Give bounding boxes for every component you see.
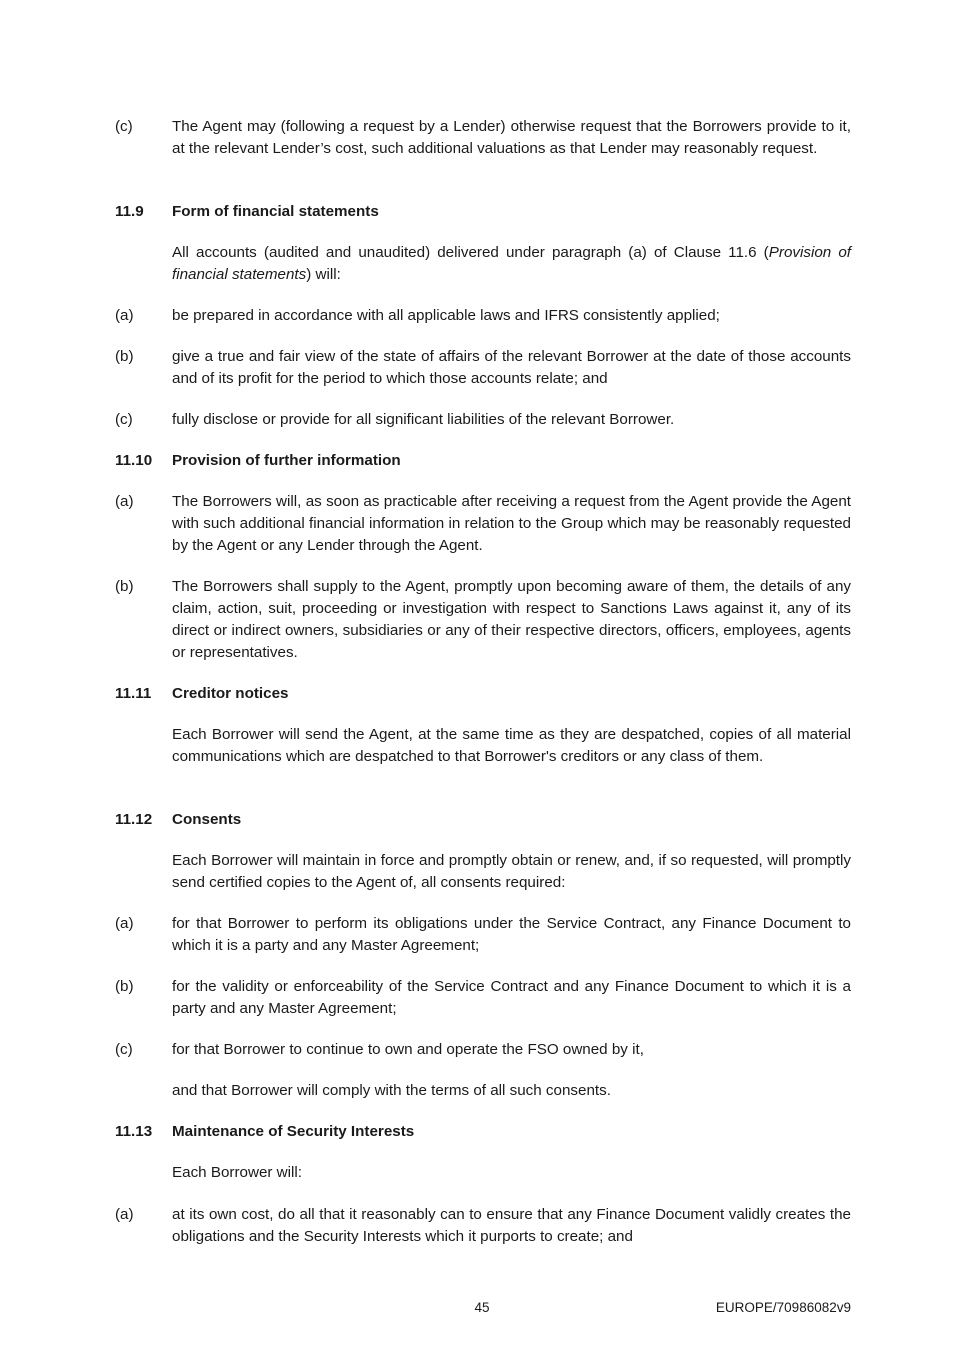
paragraph-label: (a): [115, 915, 134, 932]
paragraph-text: Each Borrower will:: [172, 1164, 302, 1181]
clause-11-12-intro: [115, 850, 851, 894]
paragraph-text: give a true and fair view of the state of affairs of the relevant Borrower at the date of those accounts and of its profit for the period to which those accounts relate; and: [172, 348, 851, 387]
paragraph-text: for the validity or enforceability of the Service Contract and any Finance Document to which it is a party and any Master Agreement;: [172, 978, 851, 1017]
clause-11-11-body: [115, 724, 851, 768]
clause-title: Maintenance of Security Interests: [172, 1123, 415, 1140]
paragraph-text: for that Borrower to continue to own and operate the FSO owned by it,: [172, 1041, 644, 1058]
paragraph-a-11-10: [115, 491, 851, 557]
clause-title: Consents: [172, 811, 242, 828]
paragraph-a-11-9: [115, 305, 851, 327]
paragraph-text: The Borrowers shall supply to the Agent, promptly upon becoming aware of them, the details of any claim, action, suit, proceeding or investigation with respect to Sanctions Laws against it, any of its direct or indirect owners, subsidiaries or any of their respective directors, officers, employees, agents or representatives.: [172, 578, 851, 661]
paragraph-c-11-9: [115, 409, 851, 431]
paragraph-b-11-12: [115, 976, 851, 1020]
paragraph-b-11-9: [115, 346, 851, 390]
paragraph-label: (c): [115, 1041, 133, 1058]
paragraph-text: The Agent may (following a request by a Lender) otherwise request that the Borrowers provide to it, at the relevant Lender’s cost, such additional valuations as that Lender may reasonably request.: [172, 118, 851, 157]
clause-heading-11-9: [115, 201, 851, 223]
page-number: 45: [474, 1300, 490, 1315]
paragraph-label: (c): [115, 411, 133, 428]
clause-number: 11.10: [115, 452, 153, 469]
clause-number: 11.12: [115, 811, 153, 828]
paragraph-text: Each Borrower will maintain in force and promptly obtain or renew, and, if so requested, will promptly send certified copies to the Agent of, all consents required:: [172, 852, 851, 891]
paragraph-b-11-10: [115, 576, 851, 664]
clause-heading-11-11: [115, 683, 851, 705]
clause-title: Provision of further information: [172, 452, 401, 469]
document-reference: EUROPE/70986082v9: [715, 1300, 851, 1315]
paragraph-label: (a): [115, 493, 134, 510]
text-run: ) will:: [306, 266, 341, 283]
text-run: All accounts (audited and unaudited) delivered under paragraph (a) of Clause 11.6 (: [172, 244, 769, 261]
paragraph-text: The Borrowers will, as soon as practicable after receiving a request from the Agent provide the Agent with such additional financial information in relation to the Group which may be reasonably requested by the Agent or any Lender through the Agent.: [172, 493, 851, 554]
clause-number: 11.9: [115, 203, 144, 220]
paragraph-label: (b): [115, 348, 134, 365]
paragraph-label: (b): [115, 578, 134, 595]
paragraph-text: and that Borrower will comply with the terms of all such consents.: [172, 1082, 611, 1099]
paragraph-text: fully disclose or provide for all significant liabilities of the relevant Borrower.: [172, 411, 675, 428]
paragraph-label: (c): [115, 118, 133, 135]
clause-11-9-intro: [115, 242, 851, 286]
clause-number: 11.11: [115, 685, 152, 702]
clause-number: 11.13: [115, 1123, 153, 1140]
clause-heading-11-12: [115, 809, 851, 831]
paragraph-label: (a): [115, 307, 134, 324]
paragraph-text: [172, 242, 851, 286]
clause-11-12-closing: [115, 1080, 851, 1102]
paragraph-label: (b): [115, 978, 134, 995]
clause-heading-11-13: [115, 1121, 851, 1143]
paragraph-label: (a): [115, 1206, 134, 1223]
clause-11-13-intro: [115, 1162, 851, 1184]
paragraph-text: for that Borrower to perform its obligations under the Service Contract, any Finance Document to which it is a party and any Master Agreement;: [172, 915, 851, 954]
clause-heading-11-10: [115, 450, 851, 472]
paragraph-c-valuations: [115, 116, 851, 160]
paragraph-text: be prepared in accordance with all applicable laws and IFRS consistently applied;: [172, 307, 720, 324]
italic-reference: Provision of financial statements: [172, 244, 851, 283]
clause-title: Creditor notices: [172, 685, 289, 702]
paragraph-text: at its own cost, do all that it reasonably can to ensure that any Finance Document validly creates the obligations and the Security Interests which it purports to create; and: [172, 1206, 851, 1245]
paragraph-a-11-12: [115, 913, 851, 957]
paragraph-a-11-13: [115, 1204, 851, 1248]
paragraph-c-11-12: [115, 1039, 851, 1061]
clause-title: Form of financial statements: [172, 203, 379, 220]
paragraph-text: Each Borrower will send the Agent, at the same time as they are despatched, copies of all material communications which are despatched to that Borrower's creditors or any class of them.: [172, 726, 851, 765]
